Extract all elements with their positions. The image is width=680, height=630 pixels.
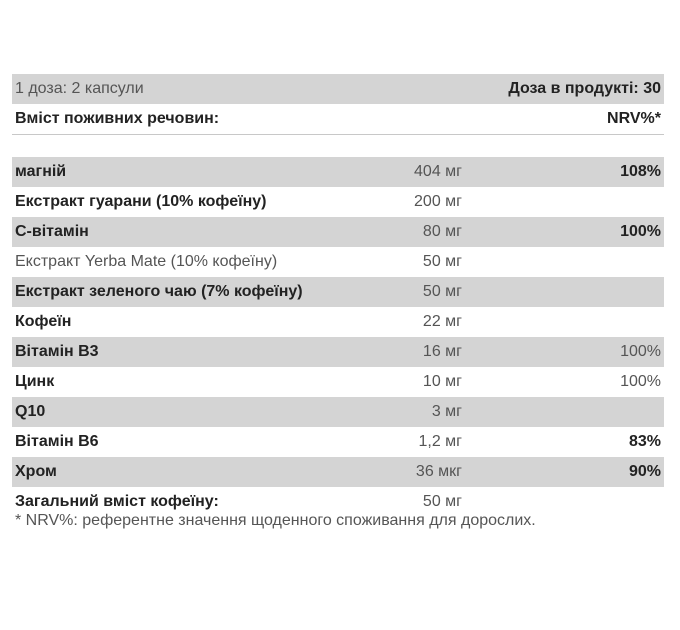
header-separator (12, 134, 664, 157)
table-row (12, 157, 664, 187)
nrv-label: NRV%* (607, 110, 661, 127)
nutrient-amount: 50 мг (422, 283, 462, 300)
nutrient-amount: 50 мг (422, 253, 462, 270)
nutrient-name: C-вітамін (15, 223, 89, 240)
table-row (12, 457, 664, 487)
table-row (12, 337, 664, 367)
dose-header-row (12, 74, 664, 104)
nutrient-name: Цинк (15, 373, 55, 390)
nutrient-nrv: 100% (620, 373, 661, 390)
nutrient-name: Вітамін B3 (15, 343, 99, 360)
nutrient-name: магній (15, 163, 67, 180)
table-row (12, 217, 664, 247)
table-row (12, 367, 664, 397)
nutrient-amount: 10 мг (422, 373, 462, 390)
table-row (12, 277, 664, 307)
nutrient-nrv: 83% (628, 433, 661, 450)
nutrient-amount: 16 мг (422, 343, 462, 360)
nutrient-amount: 3 мг (431, 403, 462, 420)
nutrient-nrv: 100% (620, 223, 661, 240)
nutrition-table (12, 74, 664, 517)
nutrient-amount: 80 мг (422, 223, 462, 240)
table-row (12, 247, 664, 277)
nutrient-name: Q10 (15, 403, 46, 420)
nutrient-name: Вітамін B6 (15, 433, 99, 450)
table-row (12, 427, 664, 457)
table-row (12, 187, 664, 217)
dose-label: 1 доза: 2 капсули (15, 80, 144, 97)
table-row (12, 397, 664, 427)
nutrient-nrv: 108% (620, 163, 661, 180)
content-label: Вміст поживних речовин: (15, 110, 220, 127)
nutrient-name: Загальний вміст кофеїну: (15, 493, 219, 510)
footnote: * NRV%: референтне значення щоденного споживання для дорослих. (15, 512, 536, 529)
content-header-row (12, 104, 664, 134)
nutrient-amount: 22 мг (422, 313, 462, 330)
nutrient-amount: 50 мг (422, 493, 462, 510)
nutrient-amount: 200 мг (414, 193, 462, 210)
table-row (12, 307, 664, 337)
nutrient-name: Екстракт Yerba Mate (10% кофеїну) (15, 253, 278, 270)
nutrient-amount: 404 мг (414, 163, 462, 180)
nutrient-name: Екстракт зеленого чаю (7% кофеїну) (15, 283, 303, 300)
servings-label: Доза в продукті: 30 (508, 80, 661, 97)
nutrient-amount: 36 мкг (415, 463, 462, 480)
nutrient-nrv: 100% (620, 343, 661, 360)
nutrient-name: Кофеїн (15, 313, 72, 330)
nutrient-nrv: 90% (628, 463, 661, 480)
nutrient-rows (12, 157, 664, 517)
nutrient-amount: 1,2 мг (418, 433, 462, 450)
nutrient-name: Екстракт гуарани (10% кофеїну) (15, 193, 267, 210)
nutrient-name: Хром (15, 463, 57, 480)
